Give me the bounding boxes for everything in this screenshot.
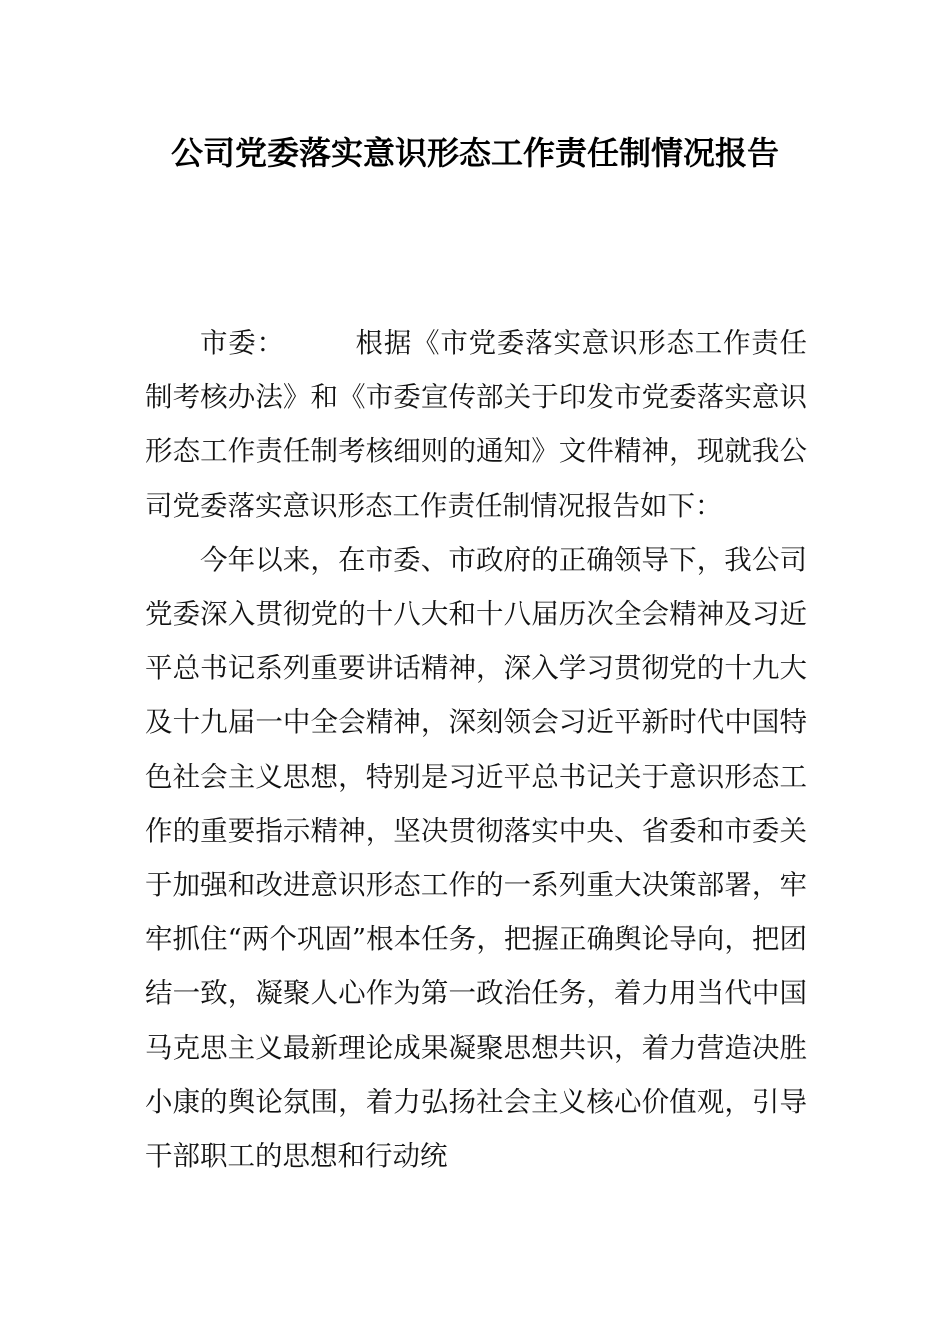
document-body [145, 316, 807, 1183]
paragraph-2: 今年以来，在市委、市政府的正确领导下，我公司党委深入贯彻党的十八大和十八届历次全会精神及习近平总书记系列重要讲话精神，深入学习贯彻党的十九大及十九届一中全会精神，深刻领会习近平新时代中国特色社会主义思想，特别是习近平总书记关于意识形态工作的重要指示精神，坚决贯彻落实中央、省委和市委关于加强和改进意识形态工作的一系列重大决策部署，牢牢抓住“两个巩固”根本任务，把握正确舆论导向，把团结一致，凝聚人心作为第一政治任务，着力用当代中国马克思主义最新理论成果凝聚思想共识，着力营造决胜小康的舆论氛围，着力弘扬社会主义核心价值观，引导干部职工的思想和行动统 [145, 543, 807, 1173]
salutation: 市委： [200, 327, 285, 359]
document-title: 公司党委落实意识形态工作责任制情况报告 [170, 134, 779, 172]
paragraph-1: 根据《市党委落实意识形态工作责任制考核办法》和《市委宣传部关于印发市党委落实意识形态工作责任制考核细则的通知》文件精神，现就我公司党委落实意识形态工作责任制情况报告如下： [145, 327, 808, 522]
intro-paragraph [145, 316, 807, 533]
